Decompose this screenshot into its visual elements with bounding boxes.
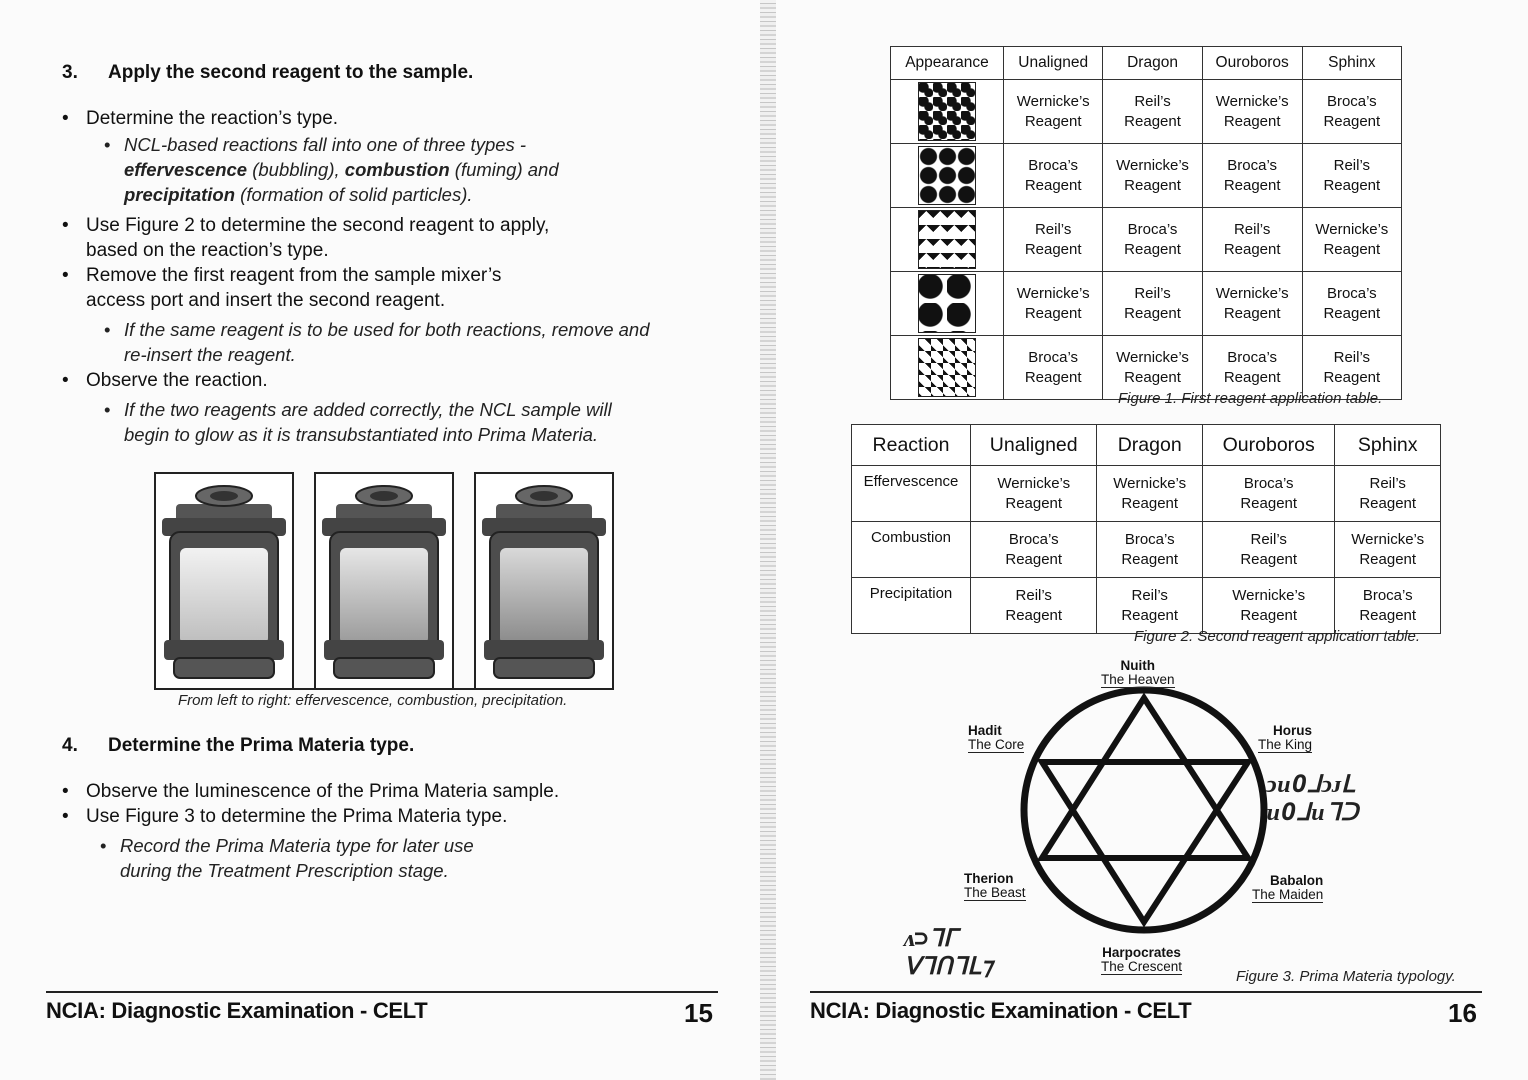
list-item: • Use Figure 3 to determine the Prima Materia type. [62, 804, 702, 829]
column-header: Unaligned [1004, 47, 1103, 80]
reagent-word: Reagent [1005, 550, 1063, 568]
table-cell [1004, 336, 1103, 400]
reagent-word: Reagent [1323, 368, 1381, 386]
reagent-name: Broca’s [1362, 586, 1413, 604]
column-header: Unaligned [971, 425, 1097, 466]
list-text: Use Figure 2 to determine the second reagent to apply, [86, 215, 550, 236]
column-header: Reaction [852, 425, 971, 466]
reagent-name: Reil’s [1369, 474, 1406, 492]
footer-rule [46, 991, 718, 993]
column-header: Ouroboros [1202, 47, 1302, 80]
step-number: 3. [62, 62, 78, 83]
table-row [891, 208, 1402, 272]
term-effervescence: effervescence [124, 159, 248, 180]
reagent-word: Reagent [1124, 240, 1181, 258]
reagent-name: Wernicke’s [1232, 586, 1306, 604]
reagent-name: Broca’s [1028, 348, 1079, 366]
footer-title: NCIA: Diagnostic Examination - CELT [810, 998, 1192, 1023]
page-number: 16 [1448, 998, 1477, 1028]
reagent-word: Reagent [1124, 112, 1181, 130]
sub-text: during the Treatment Prescription stage. [120, 860, 449, 881]
canister-illustration [476, 474, 612, 688]
canister-illustration [156, 474, 292, 688]
reagent-name: Wernicke’s [1315, 220, 1389, 238]
table-cell [1202, 578, 1334, 634]
label-name: Babalon [1270, 873, 1324, 888]
handwritten-glyphs-right [1266, 770, 1358, 826]
list-item: • Observe the luminescence of the Prima Materia sample. [62, 779, 702, 804]
label-name: Therion [964, 871, 1014, 886]
table-row [852, 466, 1441, 522]
canister-effervescence [154, 472, 294, 690]
table-row [891, 144, 1402, 208]
table-cell [971, 522, 1097, 578]
sub-text: If the same reagent is to be used for both reactions, remove and [124, 319, 650, 340]
table-cell [1202, 144, 1302, 208]
reagent-word: Reagent [1124, 368, 1181, 386]
reagent-word: Reagent [1024, 176, 1082, 194]
book-gutter [760, 0, 776, 1080]
label-name: Horus [1273, 723, 1313, 738]
table-cell [971, 466, 1097, 522]
reagent-word: Reagent [1223, 112, 1281, 130]
column-header: Dragon [1103, 47, 1202, 80]
canister-combustion [314, 472, 454, 690]
reagent-name: Reil’s [1134, 92, 1171, 110]
table-cell [1202, 272, 1302, 336]
reagent-word: Reagent [1223, 368, 1281, 386]
label-title: The Crescent [1101, 959, 1183, 974]
footer-rule [810, 991, 1482, 993]
reagent-name: Broca’s [1127, 220, 1178, 238]
first-reagent-table [890, 46, 1402, 400]
glyph-line: ᴎOᒧᴎᒣᑐ [1266, 798, 1359, 826]
label-name: Hadit [968, 723, 1002, 738]
reaction-cell: Precipitation [852, 578, 971, 634]
table-cell [1004, 208, 1103, 272]
appearance-cell [891, 208, 1004, 272]
handwritten-glyphs-left [904, 924, 993, 980]
column-header: Sphinx [1302, 47, 1401, 80]
footer-title: NCIA: Diagnostic Examination - CELT [46, 998, 428, 1023]
reagent-word: Reagent [1323, 304, 1381, 322]
sub-text: If the two reagents are added correctly, the NCL sample will [124, 399, 612, 420]
table-cell [1335, 522, 1441, 578]
table-cell [1097, 578, 1203, 634]
reagent-name: Broca’s [1326, 92, 1377, 110]
sub-text: (formation of solid particles). [235, 184, 473, 205]
page-number: 15 [684, 998, 713, 1028]
table-row [891, 272, 1402, 336]
column-header: Appearance [891, 47, 1004, 80]
list-text: access port and insert the second reagent. [86, 290, 446, 311]
table-cell [1004, 272, 1103, 336]
reagent-name: Reil’s [1034, 220, 1072, 238]
reagent-name: Broca’s [1124, 530, 1175, 548]
second-reagent-table [851, 424, 1441, 634]
reagent-name: Wernicke’s [1113, 474, 1187, 492]
reagent-word: Reagent [1323, 112, 1381, 130]
reagent-word: Reagent [1240, 606, 1298, 624]
table-cell [1302, 144, 1401, 208]
reagent-name: Wernicke’s [1215, 92, 1289, 110]
star-pattern-icon [918, 82, 976, 141]
reagent-name: Wernicke’s [1016, 92, 1090, 110]
reagent-word: Reagent [1024, 112, 1082, 130]
label-name: Nuith [1120, 658, 1156, 673]
reagent-word: Reagent [1121, 494, 1179, 512]
appearance-cell [891, 336, 1004, 400]
reagent-word: Reagent [1359, 494, 1417, 512]
label-hadit [968, 724, 1024, 753]
list-item: • Determine the reaction’s type. [62, 106, 702, 131]
blot-pattern-icon [918, 146, 976, 205]
label-nuith [1101, 659, 1175, 688]
reagent-word: Reagent [1005, 494, 1063, 512]
reagent-name: Reil’s [1015, 586, 1052, 604]
table-row [852, 578, 1441, 634]
canister-caption: From left to right: effervescence, combustion, precipitation. [178, 692, 568, 709]
table-cell [1103, 272, 1202, 336]
reagent-name: Broca’s [1008, 530, 1059, 548]
label-therion [964, 872, 1026, 901]
table-cell [1302, 80, 1401, 144]
term-combustion: combustion [344, 159, 450, 180]
list-text: Remove the first reagent from the sample mixer’s [86, 265, 502, 286]
label-babalon [1252, 874, 1323, 903]
appearance-cell [891, 80, 1004, 144]
table-cell [1097, 522, 1203, 578]
table-cell [1302, 272, 1401, 336]
label-title: The Maiden [1252, 887, 1324, 902]
figure-2-caption: Figure 2. Second reagent application table. [1134, 628, 1421, 645]
canister-illustration [316, 474, 452, 688]
table-cell [1202, 80, 1302, 144]
reagent-name: Broca’s [1326, 284, 1377, 302]
reagent-word: Reagent [1359, 606, 1417, 624]
table-cell [1004, 144, 1103, 208]
unicursal-hexagram-icon [1016, 676, 1272, 944]
reagent-name: Wernicke’s [997, 474, 1071, 492]
list-item: • Observe the reaction. [62, 368, 702, 393]
sub-list-item [100, 317, 702, 367]
reagent-word: Reagent [1024, 304, 1082, 322]
reagent-word: Reagent [1223, 304, 1281, 322]
table-row [891, 80, 1402, 144]
column-header: Dragon [1097, 425, 1203, 466]
reagent-name: Reil’s [1333, 348, 1371, 366]
reagent-word: Reagent [1005, 606, 1063, 624]
table-header-row [852, 425, 1441, 466]
sub-text: re-insert the reagent. [124, 344, 296, 365]
table-cell [1202, 466, 1334, 522]
table-cell [1302, 208, 1401, 272]
glyph-line: ᐯᒣᑎᒣᒪ⁊ [904, 952, 993, 980]
triangle-pattern-icon [918, 210, 976, 269]
reagent-word: Reagent [1024, 240, 1082, 258]
reagent-word: Reagent [1223, 176, 1281, 194]
reagent-word: Reagent [1223, 240, 1281, 258]
label-title: The Heaven [1101, 672, 1175, 687]
step-title: Apply the second reagent to the sample. [108, 62, 474, 83]
reagent-name: Wernicke’s [1016, 284, 1090, 302]
sub-list-item [96, 833, 702, 883]
reagent-word: Reagent [1124, 304, 1181, 322]
reagent-name: Wernicke’s [1116, 156, 1189, 174]
figure-3-caption: Figure 3. Prima Materia typology. [1236, 968, 1456, 985]
reagent-word: Reagent [1323, 176, 1381, 194]
sub-text: NCL-based reactions fall into one of three types - [124, 134, 527, 155]
reaction-cell: Combustion [852, 522, 971, 578]
table-row [852, 522, 1441, 578]
step-4-heading [62, 735, 414, 757]
appearance-cell [891, 144, 1004, 208]
step-number: 4. [62, 735, 78, 756]
reagent-word: Reagent [1359, 550, 1417, 568]
sub-text: begin to glow as it is transubstantiated into Prima Materia. [124, 424, 599, 445]
label-name: Harpocrates [1102, 945, 1181, 960]
table-cell [1097, 466, 1203, 522]
canister-precipitation [474, 472, 614, 690]
step-title: Determine the Prima Materia type. [108, 735, 415, 756]
reagent-name: Reil’s [1333, 156, 1371, 174]
reagent-name: Reil’s [1250, 530, 1287, 548]
list-text: based on the reaction’s type. [86, 240, 329, 261]
reagent-word: Reagent [1024, 368, 1082, 386]
reagent-word: Reagent [1240, 494, 1298, 512]
reagent-name: Reil’s [1233, 220, 1271, 238]
list-item [62, 263, 702, 313]
reagent-name: Wernicke’s [1351, 530, 1425, 548]
table-cell [1103, 208, 1202, 272]
step-3-list [62, 106, 702, 447]
reagent-name: Reil’s [1134, 284, 1171, 302]
reagent-word: Reagent [1323, 240, 1381, 258]
table-cell [1335, 578, 1441, 634]
reagent-word: Reagent [1240, 550, 1298, 568]
label-horus [1258, 724, 1312, 753]
reagent-name: Wernicke’s [1116, 348, 1189, 366]
label-title: The King [1258, 737, 1313, 752]
table-cell [971, 578, 1097, 634]
label-title: The Beast [964, 885, 1026, 900]
sub-list-item [100, 132, 702, 207]
table-cell [1004, 80, 1103, 144]
reagent-name: Broca’s [1227, 156, 1278, 174]
figure-1-caption: Figure 1. First reagent application table. [1118, 390, 1383, 407]
term-precipitation: precipitation [124, 184, 236, 205]
reagent-name: Broca’s [1028, 156, 1079, 174]
reagent-name: Wernicke’s [1215, 284, 1289, 302]
reagent-word: Reagent [1121, 550, 1179, 568]
reaction-cell: Effervescence [852, 466, 971, 522]
diamond-pattern-icon [918, 338, 976, 397]
sub-list-item [100, 397, 680, 447]
table-cell [1103, 144, 1202, 208]
label-title: The Core [968, 737, 1025, 752]
table-cell [1202, 208, 1302, 272]
step-3-heading [62, 62, 473, 84]
table-header-row [891, 47, 1402, 80]
appearance-cell [891, 272, 1004, 336]
table-cell [1202, 522, 1334, 578]
cloud-pattern-icon [918, 274, 976, 333]
left-page [0, 0, 760, 1080]
table-cell [1335, 466, 1441, 522]
step-4-list [62, 779, 702, 883]
reagent-name: Reil’s [1131, 586, 1168, 604]
caption-rule [154, 688, 612, 690]
reagent-word: Reagent [1124, 176, 1181, 194]
sub-text: (bubbling), [247, 159, 345, 180]
sub-text: Record the Prima Materia type for later use [120, 835, 474, 856]
table-cell [1103, 80, 1202, 144]
reagent-word: Reagent [1121, 606, 1179, 624]
reagent-name: Broca’s [1243, 474, 1294, 492]
reagent-name: Broca’s [1227, 348, 1278, 366]
label-harpocrates [1101, 946, 1182, 975]
glyph-line: ↄᴎOᒧↄᴊᒪ [1266, 770, 1355, 798]
column-header: Ouroboros [1202, 425, 1334, 466]
sub-text: (fuming) and [449, 159, 559, 180]
glyph-line: ᴧ⊃ᒣᒥ [904, 924, 957, 952]
right-page [776, 0, 1528, 1080]
list-item [62, 213, 702, 263]
column-header: Sphinx [1335, 425, 1441, 466]
